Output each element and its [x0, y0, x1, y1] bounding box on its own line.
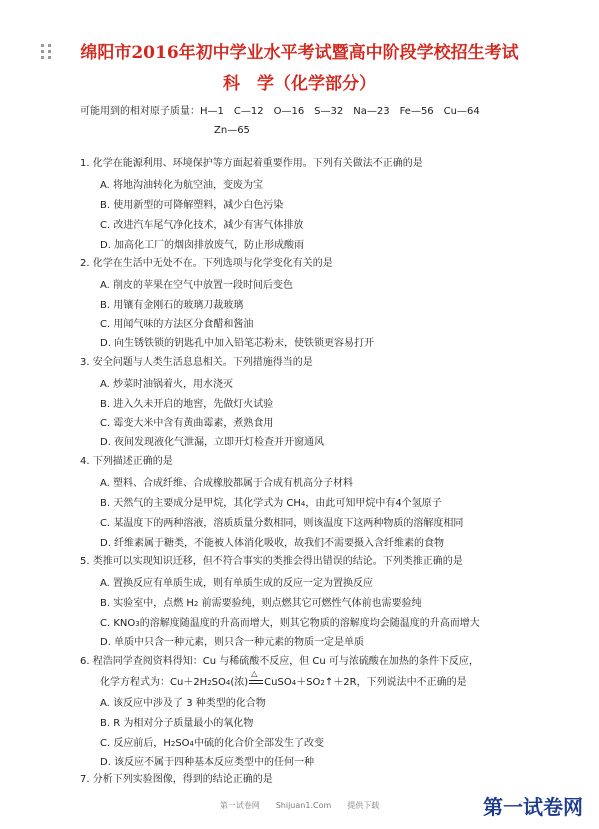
- question-1-option-c: C. 改进汽车尾气净化技术，减少有害气体排放: [100, 220, 304, 231]
- question-3-option-d: D. 夜间发现液化气泄漏，立即开灯检查并开窗通风: [100, 437, 325, 448]
- question-2-option-a: A. 削皮的苹果在空气中放置一段时间后变色: [100, 280, 294, 291]
- question-3-option-a: A. 炒菜时油锅着火，用水浇灭: [100, 379, 234, 390]
- question-3-option-c: C. 霉变大米中含有黄曲霉素，煮熟食用: [100, 418, 274, 429]
- page-footer: 第一试卷网 Shijuan1.Com 提供下载: [219, 801, 380, 810]
- question-2-option-d: D. 向生锈铁锁的钥匙孔中加入铅笔芯粉末，使铁锁更容易打开: [100, 338, 375, 349]
- atomic-mass-line-cont: Zn—65: [214, 125, 250, 136]
- exam-title: 绵阳市2016年初中学业水平考试暨高中阶段学校招生考试: [80, 43, 519, 63]
- question-4-option-b: B. 天然气的主要成分是甲烷，其化学式为 CH4，由此可知甲烷中有4个氢原子: [100, 498, 442, 509]
- question-2-option-c: C. 用闻气味的方法区分食醋和酱油: [100, 319, 254, 330]
- question-4-option-a: A. 塑料、合成纤维、合成橡胶都属于合成有机高分子材料: [100, 478, 354, 489]
- question-4-stem: 4. 下列描述正确的是: [80, 456, 173, 467]
- question-1-option-a: A. 将地沟油转化为航空油，变废为宝: [100, 180, 264, 191]
- question-6-stem: 6. 程浩同学查阅资料得知：Cu 与稀硫酸不反应，但 Cu 可与浓硫酸在加热的条件下反应，: [80, 656, 479, 667]
- question-6-option-b: B. R 为相对分子质量最小的氧化物: [100, 718, 254, 729]
- question-5-option-b: B. 实验室中，点燃 H2 前需要验纯，则点燃其它可燃性气体前也需要验纯: [100, 598, 422, 609]
- question-3-option-b: B. 进入久未开启的地窖，先做灯火试验: [100, 399, 274, 410]
- question-5-stem: 5. 类推可以实现知识迁移，但不符合事实的类推会得出错误的结论。下列类推正确的是: [80, 556, 463, 567]
- heating-triangle-icon: △: [251, 669, 258, 678]
- question-6-equation: 化学方程式为：Cu＋2H2SO4(浓) △ CuSO4＋SO2↑＋2R，下列说法中不正确的是: [100, 669, 467, 688]
- question-5-option-c: C. KNO3的溶解度随温度的升高而增大，则其它物质的溶解度均会随温度的升高而增大: [100, 618, 480, 629]
- exam-subtitle: 科 学（化学部分）: [223, 74, 376, 94]
- question-2-option-b: B. 用镶有金刚石的玻璃刀裁玻璃: [100, 300, 244, 311]
- site-watermark-logo: 第一试卷网: [483, 795, 583, 819]
- question-3-stem: 3. 安全问题与人类生活息息相关。下列措施得当的是: [80, 357, 313, 368]
- question-5-option-a: A. 置换反应有单质生成，则有单质生成的反应一定为置换反应: [100, 578, 374, 589]
- question-6-option-a: A. 该反应中涉及了 3 种类型的化合物: [100, 698, 266, 709]
- question-4-option-d: D. 纤维素属于糖类，不能被人体消化吸收，故我们不需要摄入含纤维素的食物: [100, 538, 445, 549]
- question-1-option-d: D. 加高化工厂的烟囱排放废气，防止形成酸雨: [100, 240, 305, 251]
- question-6-option-d: D. 该反应不属于四种基本反应类型中的任何一种: [100, 757, 315, 768]
- question-7-stem: 7. 分析下列实验图像，得到的结论正确的是: [80, 774, 273, 785]
- question-1-stem: 1. 化学在能源利用、环境保护等方面起着重要作用。下列有关做法不正确的是: [80, 158, 423, 169]
- atomic-mass-line: 可能用到的相对原子质量：H—1 C—12 O—16 S—32 Na—23 Fe—56 Cu—64: [80, 106, 480, 117]
- question-6-option-c: C. 反应前后，H2SO4中硫的化合价全部发生了改变: [100, 738, 325, 749]
- question-1-option-b: B. 使用新型的可降解塑料，减少白色污染: [100, 200, 284, 211]
- question-2-stem: 2. 化学在生活中无处不在。下列选项与化学变化有关的是: [80, 258, 333, 269]
- question-4-option-c: C. 某温度下的两种溶液，溶质质量分数相同，则该温度下这两种物质的溶解度相同: [100, 518, 464, 529]
- question-5-option-d: D. 单质中只含一种元素，则只含一种元素的物质一定是单质: [100, 637, 365, 648]
